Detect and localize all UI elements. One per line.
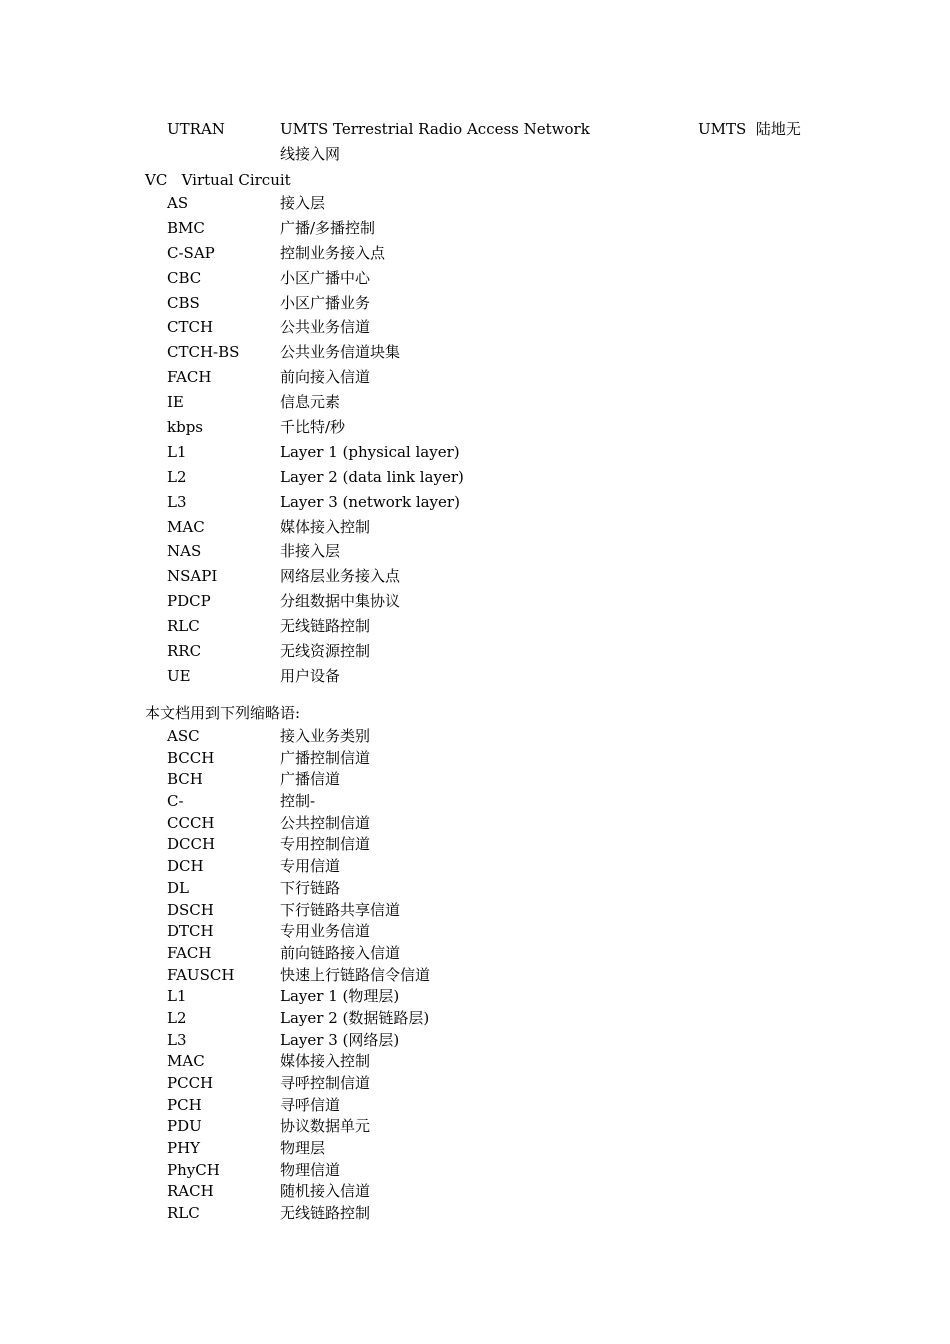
list-item — [0, 1051, 950, 1073]
abbreviation-list-2 — [0, 726, 950, 1225]
abbreviation-term: PDCP — [167, 592, 211, 611]
abbreviation-term: UTRAN — [167, 120, 225, 138]
list-item — [0, 467, 950, 492]
abbreviation-term: PCCH — [167, 1074, 214, 1092]
list-item — [0, 1203, 950, 1225]
abbreviation-term: RLC — [167, 617, 200, 636]
list-item — [0, 492, 950, 517]
abbreviation-term: DCH — [167, 857, 204, 876]
abbreviation-term: MAC — [167, 517, 205, 536]
abbreviation-term: RLC — [167, 1204, 200, 1223]
abbreviation-description: 媒体接入控制 — [280, 1052, 371, 1071]
abbreviation-term: L1 — [167, 442, 187, 461]
abbreviation-expansion-chinese-part2: 线接入网 — [280, 145, 341, 163]
abbreviation-term: DL — [167, 878, 189, 897]
list-item — [0, 417, 950, 442]
abbreviation-description: 小区广播业务 — [280, 293, 371, 312]
abbreviation-term: BCH — [167, 770, 203, 789]
list-item — [0, 342, 950, 367]
abbreviation-term: FACH — [167, 368, 212, 387]
list-item — [0, 1160, 950, 1182]
list-item — [0, 813, 950, 835]
list-item — [0, 1181, 950, 1203]
abbreviation-description: 无线资源控制 — [280, 642, 371, 661]
list-item — [0, 1073, 950, 1095]
section-heading: 本文档用到下列缩略语: — [145, 704, 301, 722]
abbreviation-term: L3 — [167, 1030, 187, 1049]
abbreviation-expansion-chinese-part1: UMTS 陆地无 — [698, 120, 801, 138]
abbreviation-description: 接入业务类别 — [280, 727, 371, 745]
list-item — [0, 442, 950, 467]
list-item — [0, 268, 950, 293]
list-item — [0, 193, 950, 218]
list-item — [0, 367, 950, 392]
abbreviation-term: kbps — [167, 418, 203, 437]
abbreviation-term: DCCH — [167, 835, 216, 854]
list-item — [0, 1030, 950, 1052]
abbreviation-term: CBC — [167, 268, 202, 287]
abbreviation-term: BCCH — [167, 748, 215, 767]
list-item — [0, 392, 950, 417]
list-item — [0, 541, 950, 566]
abbreviation-description: 广播控制信道 — [280, 748, 371, 767]
abbreviation-description: 快速上行链路信令信道 — [280, 965, 431, 984]
list-item — [0, 921, 950, 943]
abbreviation-description: 无线链路控制 — [280, 617, 371, 636]
list-item — [0, 769, 950, 791]
abbreviation-description: Layer 2 (数据链路层) — [280, 1008, 430, 1027]
abbreviation-description: 前向链路接入信道 — [280, 943, 401, 962]
abbreviation-description: 专用业务信道 — [280, 922, 371, 941]
abbreviation-term: CBS — [167, 293, 200, 312]
list-item — [0, 1116, 950, 1138]
abbreviation-term: PHY — [167, 1139, 201, 1158]
abbreviation-term: L1 — [167, 987, 187, 1006]
list-item — [0, 517, 950, 542]
abbreviation-description: 网络层业务接入点 — [280, 567, 401, 586]
abbreviation-term: C- — [167, 792, 184, 811]
abbreviation-term: CCCH — [167, 813, 215, 832]
abbreviation-description: 下行链路共享信道 — [280, 900, 401, 919]
abbreviation-description: 广播/多播控制 — [280, 218, 376, 237]
list-item — [0, 965, 950, 987]
abbreviation-description: 协议数据单元 — [280, 1117, 371, 1136]
abbreviation-description: 用户设备 — [280, 666, 341, 685]
list-item — [0, 1138, 950, 1160]
abbreviation-term: NAS — [167, 542, 202, 561]
abbreviation-description: 随机接入信道 — [280, 1182, 371, 1201]
abbreviation-description: 小区广播中心 — [280, 268, 371, 287]
list-item — [0, 317, 950, 342]
list-item — [0, 1008, 950, 1030]
abbreviation-description: 分组数据中集协议 — [280, 592, 401, 611]
abbreviation-expansion-english: UMTS Terrestrial Radio Access Network — [280, 120, 590, 138]
abbreviation-term: L2 — [167, 1008, 187, 1027]
abbreviation-description: Layer 1 (物理层) — [280, 987, 400, 1006]
abbreviation-term: L3 — [167, 492, 187, 511]
abbreviation-term: BMC — [167, 218, 205, 237]
abbreviation-term: MAC — [167, 1052, 205, 1071]
abbreviation-description: 千比特/秒 — [280, 418, 346, 437]
abbreviation-entry-vc: VC Virtual Circuit — [145, 171, 291, 189]
abbreviation-description: 公共控制信道 — [280, 813, 371, 832]
abbreviation-description: 媒体接入控制 — [280, 517, 371, 536]
list-item — [0, 986, 950, 1008]
abbreviation-description: 公共业务信道 — [280, 318, 371, 337]
abbreviation-description: 专用信道 — [280, 857, 341, 876]
list-item — [0, 726, 950, 748]
abbreviation-term: ASC — [167, 727, 200, 745]
list-item — [0, 791, 950, 813]
abbreviation-term: IE — [167, 393, 184, 412]
abbreviation-description: Layer 3 (network layer) — [280, 492, 460, 511]
list-item — [0, 856, 950, 878]
abbreviation-description: 下行链路 — [280, 878, 341, 897]
abbreviation-term: CTCH — [167, 318, 214, 337]
abbreviation-term: PCH — [167, 1095, 202, 1114]
abbreviation-description: 无线链路控制 — [280, 1204, 371, 1223]
list-item — [0, 616, 950, 641]
list-item — [0, 666, 950, 691]
list-item — [0, 878, 950, 900]
abbreviation-term: AS — [167, 194, 189, 212]
abbreviation-description: 专用控制信道 — [280, 835, 371, 854]
list-item — [0, 1095, 950, 1117]
abbreviation-list-1 — [0, 193, 950, 691]
list-item — [0, 591, 950, 616]
abbreviation-description: 公共业务信道块集 — [280, 343, 401, 362]
abbreviation-term: NSAPI — [167, 567, 218, 586]
abbreviation-description: 广播信道 — [280, 770, 341, 789]
list-item — [0, 218, 950, 243]
abbreviation-entry-utran — [0, 119, 950, 169]
list-item — [0, 748, 950, 770]
abbreviation-description: 物理信道 — [280, 1160, 341, 1179]
abbreviation-description: 寻呼信道 — [280, 1095, 341, 1114]
abbreviation-term: L2 — [167, 467, 187, 486]
abbreviation-term: RACH — [167, 1182, 214, 1201]
abbreviation-term: PhyCH — [167, 1160, 220, 1179]
abbreviation-description: Layer 1 (physical layer) — [280, 442, 460, 461]
abbreviation-description: 接入层 — [280, 194, 326, 212]
list-item — [0, 293, 950, 318]
abbreviation-term: FACH — [167, 943, 212, 962]
abbreviation-term: C-SAP — [167, 243, 215, 262]
abbreviation-description: Layer 2 (data link layer) — [280, 467, 464, 486]
abbreviation-description: 非接入层 — [280, 542, 341, 561]
list-item — [0, 900, 950, 922]
list-item — [0, 834, 950, 856]
list-item — [0, 243, 950, 268]
abbreviation-description: 寻呼控制信道 — [280, 1074, 371, 1092]
abbreviation-term: CTCH-BS — [167, 343, 240, 362]
abbreviation-term: DSCH — [167, 900, 214, 919]
abbreviation-term: UE — [167, 666, 191, 685]
list-item — [0, 641, 950, 666]
abbreviation-description: 控制业务接入点 — [280, 243, 386, 262]
abbreviation-description: 信息元素 — [280, 393, 341, 412]
abbreviation-term: RRC — [167, 642, 202, 661]
abbreviation-description: 物理层 — [280, 1139, 326, 1158]
abbreviation-description: 前向接入信道 — [280, 368, 371, 387]
list-item — [0, 943, 950, 965]
abbreviation-description: 控制- — [280, 792, 316, 811]
list-item — [0, 566, 950, 591]
abbreviation-term: PDU — [167, 1117, 202, 1136]
abbreviation-term: FAUSCH — [167, 965, 235, 984]
abbreviation-term: DTCH — [167, 922, 214, 941]
abbreviation-description: Layer 3 (网络层) — [280, 1030, 400, 1049]
